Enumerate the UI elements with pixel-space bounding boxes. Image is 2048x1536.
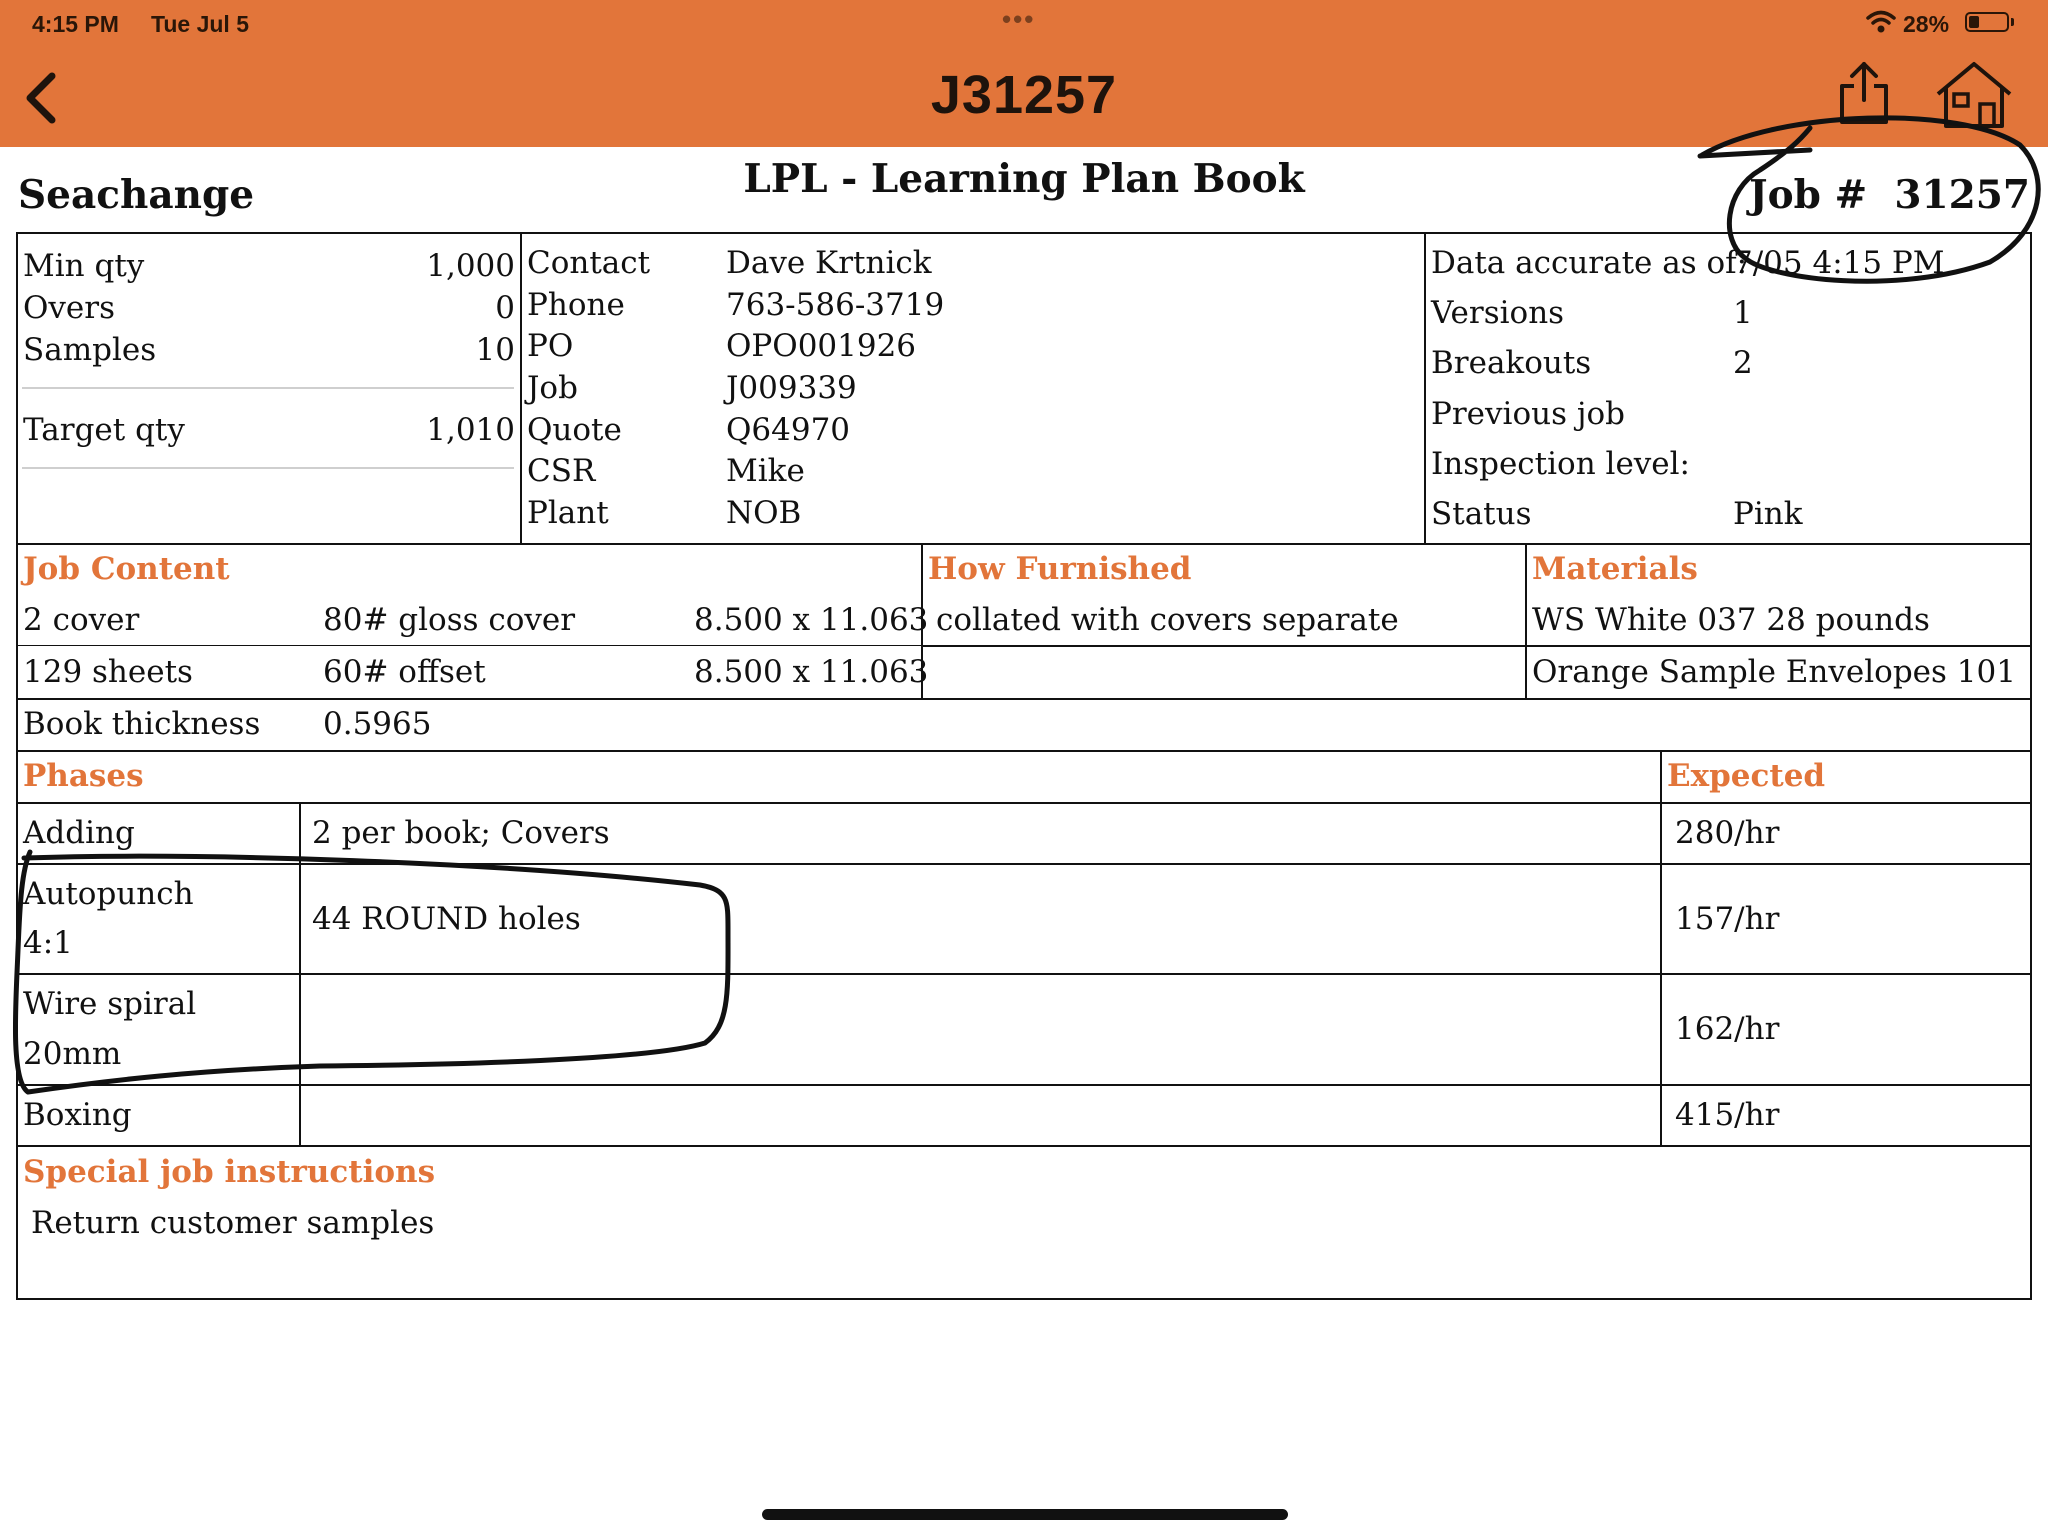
- multitask-dots-icon[interactable]: •••: [1002, 4, 1036, 34]
- samples-value: 10: [475, 332, 515, 368]
- target-qty-value: 1,010: [426, 412, 515, 448]
- contact-label: Contact: [527, 245, 651, 281]
- material-item: Orange Sample Envelopes 101: [1532, 654, 2016, 690]
- document-title: LPL - Learning Plan Book: [743, 156, 1305, 202]
- wifi-icon: [1866, 10, 1896, 34]
- divider: [16, 698, 2032, 700]
- content-size: 8.500 x 11.063: [694, 602, 929, 638]
- min-qty-value: 1,000: [426, 248, 515, 284]
- data-accurate-value: 7/05 4:15 PM: [1733, 245, 1945, 281]
- content-qty: 2 cover: [23, 602, 140, 638]
- phase-name-sub: 20mm: [23, 1036, 122, 1072]
- breakouts-value: 2: [1733, 345, 1753, 381]
- content-size: 8.500 x 11.063: [694, 654, 929, 690]
- nav-title: J31257: [930, 65, 1118, 125]
- status-time: 4:15 PM: [32, 11, 119, 37]
- phase-name-sub: 4:1: [23, 925, 73, 961]
- quote-label: Quote: [527, 412, 622, 448]
- divider: [16, 1145, 2032, 1147]
- overs-value: 0: [495, 290, 515, 326]
- inspection-level-label: Inspection level:: [1431, 446, 1691, 482]
- versions-value: 1: [1733, 295, 1753, 331]
- divider: [16, 543, 2032, 545]
- divider: [16, 802, 2032, 804]
- phase-detail: 44 ROUND holes: [312, 901, 581, 937]
- phase-expected: 162/hr: [1675, 1011, 1780, 1047]
- status-bar: [0, 0, 2048, 50]
- csr-value: Mike: [726, 453, 805, 489]
- house-icon[interactable]: [1934, 60, 2014, 130]
- divider: [16, 1084, 2032, 1086]
- divider: [22, 467, 514, 469]
- data-accurate-label: Data accurate as of:: [1431, 245, 1748, 281]
- expected-header: Expected: [1667, 758, 1826, 794]
- how-furnished-value: collated with covers separate: [936, 602, 1399, 638]
- special-instructions-text: Return customer samples: [31, 1205, 435, 1241]
- divider: [1660, 750, 1662, 1146]
- battery-percent: 28%: [1903, 11, 1950, 37]
- phase-expected: 157/hr: [1675, 901, 1780, 937]
- min-qty-label: Min qty: [23, 248, 145, 284]
- company-name: Seachange: [18, 172, 255, 218]
- divider: [922, 645, 2032, 647]
- divider: [1525, 543, 1527, 699]
- job-label: Job: [527, 370, 578, 406]
- divider: [16, 973, 2032, 975]
- phase-expected: 280/hr: [1675, 815, 1780, 851]
- phone-label: Phone: [527, 287, 625, 323]
- samples-label: Samples: [23, 332, 157, 368]
- phase-name: Autopunch: [23, 876, 194, 912]
- book-thickness-label: Book thickness: [23, 706, 261, 742]
- status-value: Pink: [1733, 496, 1803, 532]
- phase-detail: 2 per book; Covers: [312, 815, 610, 851]
- content-qty: 129 sheets: [23, 654, 193, 690]
- job-number: [1749, 172, 2030, 218]
- phase-expected: 415/hr: [1675, 1097, 1780, 1133]
- plant-label: Plant: [527, 495, 609, 531]
- content-stock: 80# gloss cover: [323, 602, 576, 638]
- job-number-value: 31257: [1894, 172, 2030, 218]
- divider: [16, 750, 2032, 752]
- material-item: WS White 037 28 pounds: [1532, 602, 1930, 638]
- divider: [520, 232, 522, 544]
- status-label: Status: [1431, 496, 1532, 532]
- target-qty-label: Target qty: [23, 412, 185, 448]
- status-date: Tue Jul 5: [151, 11, 249, 37]
- battery-icon: [1965, 12, 2009, 32]
- job-content-header: Job Content: [23, 551, 230, 587]
- csr-label: CSR: [527, 453, 596, 489]
- job-value: J009339: [726, 370, 857, 406]
- divider: [1424, 232, 1426, 544]
- po-label: PO: [527, 328, 574, 364]
- po-value: OPO001926: [726, 328, 917, 364]
- contact-value: Dave Krtnick: [726, 245, 932, 281]
- phase-name: Boxing: [23, 1097, 132, 1133]
- phases-header: Phases: [23, 758, 144, 794]
- materials-header: Materials: [1532, 551, 1698, 587]
- divider: [22, 387, 514, 389]
- job-number-label: Job #: [1749, 172, 1868, 218]
- phase-name: Wire spiral: [23, 986, 197, 1022]
- nav-bar: [0, 50, 2048, 147]
- home-indicator[interactable]: [762, 1509, 1288, 1520]
- book-thickness-value: 0.5965: [323, 706, 432, 742]
- how-furnished-header: How Furnished: [928, 551, 1192, 587]
- phase-name: Adding: [23, 815, 135, 851]
- versions-label: Versions: [1431, 295, 1565, 331]
- breakouts-label: Breakouts: [1431, 345, 1592, 381]
- battery-level: [1969, 16, 1979, 28]
- battery-tip: [2011, 18, 2014, 26]
- special-instructions-header: Special job instructions: [23, 1154, 436, 1190]
- divider: [16, 645, 921, 646]
- content-stock: 60# offset: [323, 654, 486, 690]
- share-icon[interactable]: [1836, 60, 1892, 126]
- plant-value: NOB: [726, 495, 802, 531]
- previous-job-label: Previous job: [1431, 396, 1625, 432]
- quote-value: Q64970: [726, 412, 851, 448]
- overs-label: Overs: [23, 290, 116, 326]
- phone-value[interactable]: 763-586-3719: [726, 287, 945, 323]
- divider: [16, 863, 2032, 865]
